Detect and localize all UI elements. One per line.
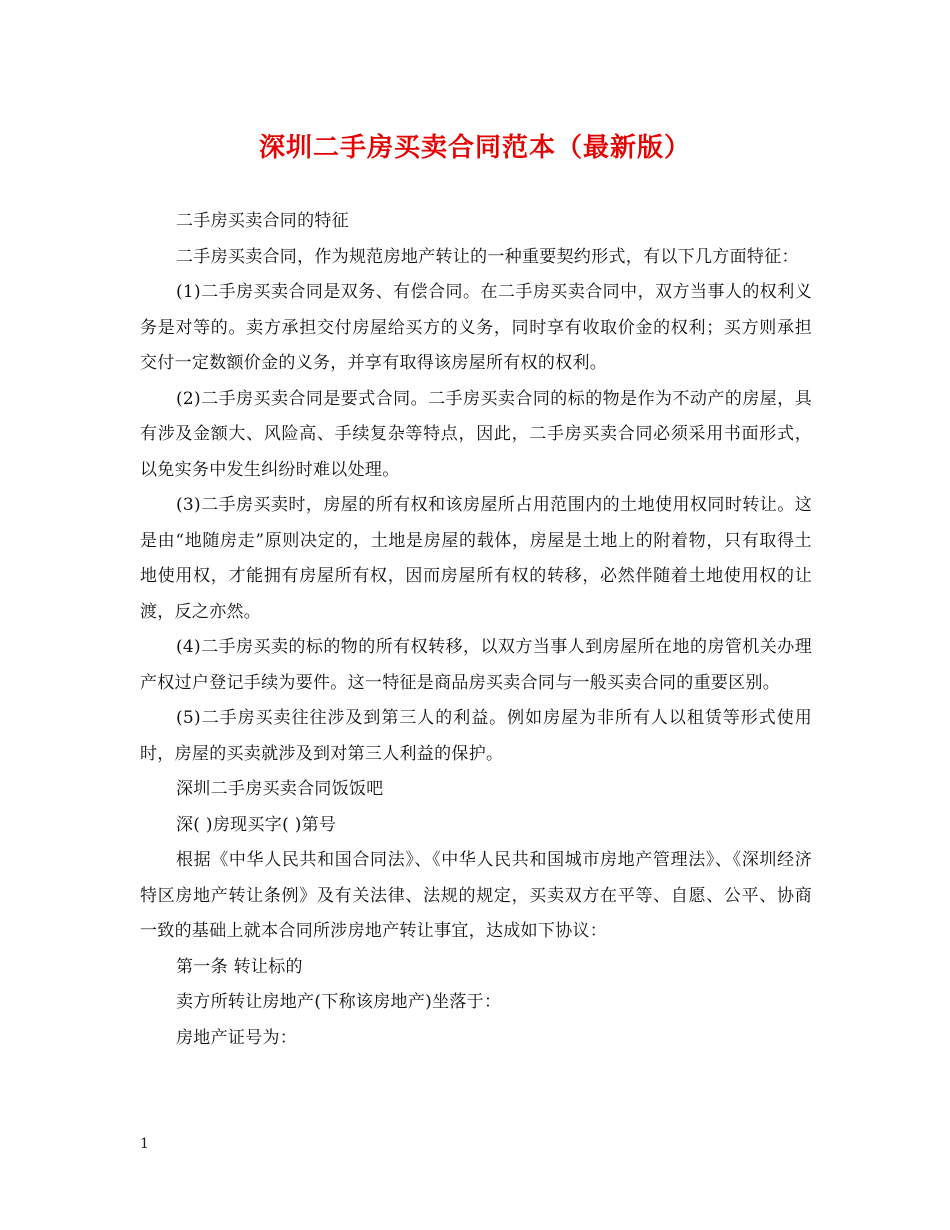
property-location-line: 卖方所转让房地产(下称该房地产)坐落于： — [176, 992, 502, 1012]
paragraph-feature-5: (5)二手房买卖往往涉及到第三人的利益。例如房屋为非所有人以租赁等形式使用时，房屋的买卖就涉及到对第三人利益的保护。 — [140, 708, 812, 764]
paragraph-feature-3: (3)二手房买卖时，房屋的所有权和该房屋所占用范围内的土地使用权同时转让。这是由“地随房走”原则决定的，土地是房屋的载体，房屋是土地上的附着物，只有取得土地使用权，才能拥有房屋所有权，因而房屋所有权的转移，必然伴随着土地使用权的让渡，反之亦然。 — [140, 495, 812, 622]
property-certificate-line: 房地产证号为： — [176, 1027, 298, 1048]
paragraph-intro: 二手房买卖合同，作为规范房地产转让的一种重要契约形式，有以下几方面特征： — [176, 246, 799, 267]
document-title: 深圳二手房买卖合同范本（最新版） — [258, 133, 691, 163]
page-number: 1 — [140, 1136, 149, 1152]
section-heading-features: 二手房买卖合同的特征 — [176, 211, 349, 231]
document-body — [140, 204, 812, 1056]
paragraph-feature-1: (1)二手房买卖合同是双务、有偿合同。在二手房买卖合同中，双方当事人的权利义务是对等的。卖方承担交付房屋给买方的义务，同时享有收取价金的权利；买方则承担交付一定数额价金的义务，并享有取得该房屋所有权的权利。 — [140, 282, 812, 373]
contract-heading: 深圳二手房买卖合同饭饭吧 — [176, 779, 384, 799]
contract-number-line: 深( )房现买字( )第号 — [176, 814, 337, 835]
paragraph-feature-4: (4)二手房买卖的标的物的所有权转移，以双方当事人到房屋所在地的房管机关办理产权过户登记手续为要件。这一特征是商品房买卖合同与一般买卖合同的重要区别。 — [140, 637, 812, 693]
article-1-heading: 第一条 转让标的 — [176, 956, 303, 977]
paragraph-feature-2: (2)二手房买卖合同是要式合同。二手房买卖合同的标的物是作为不动产的房屋，具有涉及金额大、风险高、手续复杂等特点，因此，二手房买卖合同必须采用书面形式，以免实务中发生纠纷时难以处理。 — [140, 388, 812, 480]
paragraph-legal-basis: 根据《中华人民共和国合同法》、《中华人民共和国城市房地产管理法》、《深圳经济特区房地产转让条例》及有关法律、法规的规定，买卖双方在平等、自愿、公平、协商一致的基础上就本合同所涉房地产转让事宜，达成如下协议： — [140, 850, 812, 941]
